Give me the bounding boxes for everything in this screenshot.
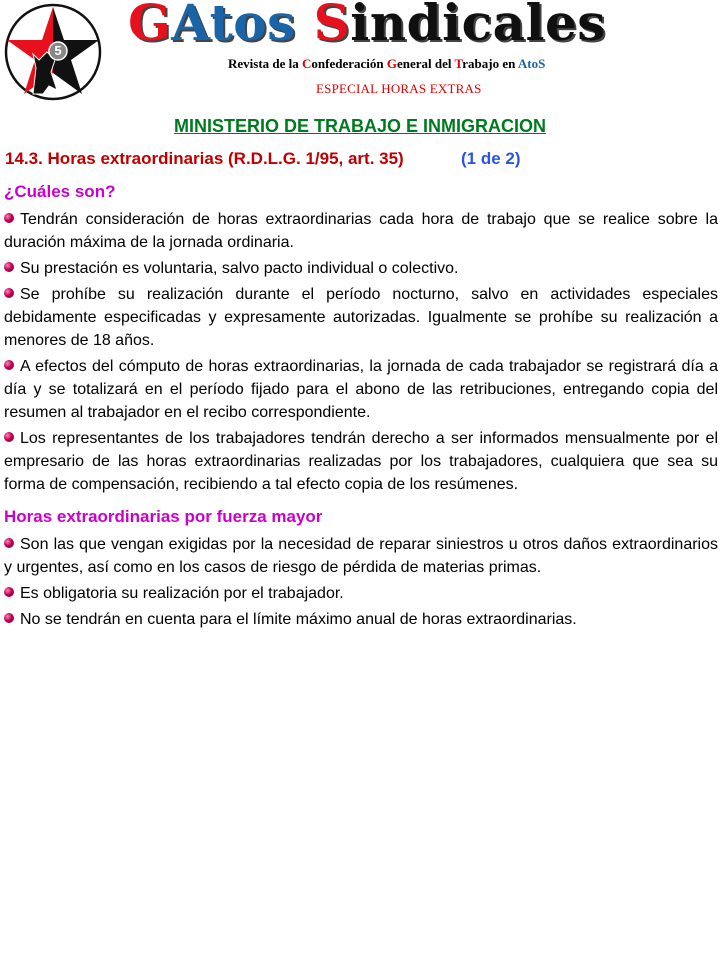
heading-cuales-son: ¿Cuáles son? — [4, 182, 116, 201]
list-item — [4, 208, 718, 254]
special-edition-label: ESPECIAL HORAS EXTRAS — [316, 81, 482, 96]
bullet-icon — [4, 360, 14, 370]
subtitle-initial-t: T — [454, 56, 463, 71]
bullet-icon — [4, 213, 14, 223]
bullet-icon — [4, 587, 14, 597]
bullet-icon — [4, 432, 14, 442]
title-word-2: Sindicales — [313, 0, 606, 52]
list-item-text: Su prestación es voluntaria, salvo pacto individual o colectivo. — [20, 260, 459, 277]
list-item — [4, 533, 718, 579]
subtitle-text: Revista de la — [228, 56, 303, 71]
logo-badge-number: 5 — [54, 43, 62, 58]
list-item-text: No se tendrán en cuenta para el límite máximo anual de horas extraordinarias. — [20, 611, 577, 628]
bullet-icon — [4, 538, 14, 548]
part-indicator: (1 de 2) — [461, 149, 521, 168]
bullet-icon — [4, 262, 14, 272]
list-item-text: Son las que vengan exigidas por la necesidad de reparar siniestros u otros daños extraordinarios y urgentes, así como en los casos de riesgo de pérdida de materias primas. — [4, 536, 718, 576]
list-item-text: Tendrán consideración de horas extraordinarias cada hora de trabajo que se realice sobre la duración máxima de la jornada ordinaria. — [4, 211, 718, 251]
heading-fuerza-mayor: Horas extraordinarias por fuerza mayor — [4, 507, 323, 526]
list-item-text: Es obligatoria su realización por el trabajador. — [20, 585, 344, 602]
list-item — [4, 608, 718, 631]
list-item-text: Se prohíbe su realización durante el período nocturno, salvo en actividades especiales debidamente especificadas y expresamente autorizadas. Igualmente se prohíbe su realización a menores de 18 años. — [4, 286, 718, 349]
list-item — [4, 355, 718, 424]
list-item-text: Los representantes de los trabajadores tendrán derecho a ser informados mensualmente por el empresario de las horas extraordinarias realizadas por los trabajadores, cualquiera que sea su forma de compensación, recibiendo a tal efecto copia de los resúmenes. — [4, 430, 718, 493]
magazine-title — [128, 0, 606, 52]
subtitle-text: eneral del — [397, 56, 455, 71]
subtitle-atos: AtoS — [517, 56, 546, 71]
subtitle-text: onfederación — [311, 56, 387, 71]
subtitle-text: rabajo en — [462, 56, 518, 71]
list-item — [4, 283, 718, 352]
list-item-text: A efectos del cómputo de horas extraordinarias, la jornada de cada trabajador se registrará día a día y se totalizará en el período fijado para el abono de las retribuciones, entregando copia del resumen al trabajador en el recibo correspondiente. — [4, 358, 718, 421]
subtitle-initial-g: G — [386, 56, 398, 71]
title-word-1: GAtos — [128, 0, 296, 52]
subtitle-initial-c: C — [302, 56, 312, 71]
list-item — [4, 582, 718, 605]
list-item — [4, 257, 718, 280]
list-item — [4, 427, 718, 496]
section-title: 14.3. Horas extraordinarias (R.D.L.G. 1/95, art. 35) — [5, 149, 404, 168]
bullet-icon — [4, 288, 14, 298]
content — [4, 180, 718, 634]
ministry-heading: MINISTERIO DE TRABAJO E INMIGRACION — [173, 116, 546, 136]
subtitle — [228, 56, 545, 72]
bullet-icon — [4, 613, 14, 623]
header — [0, 0, 720, 108]
